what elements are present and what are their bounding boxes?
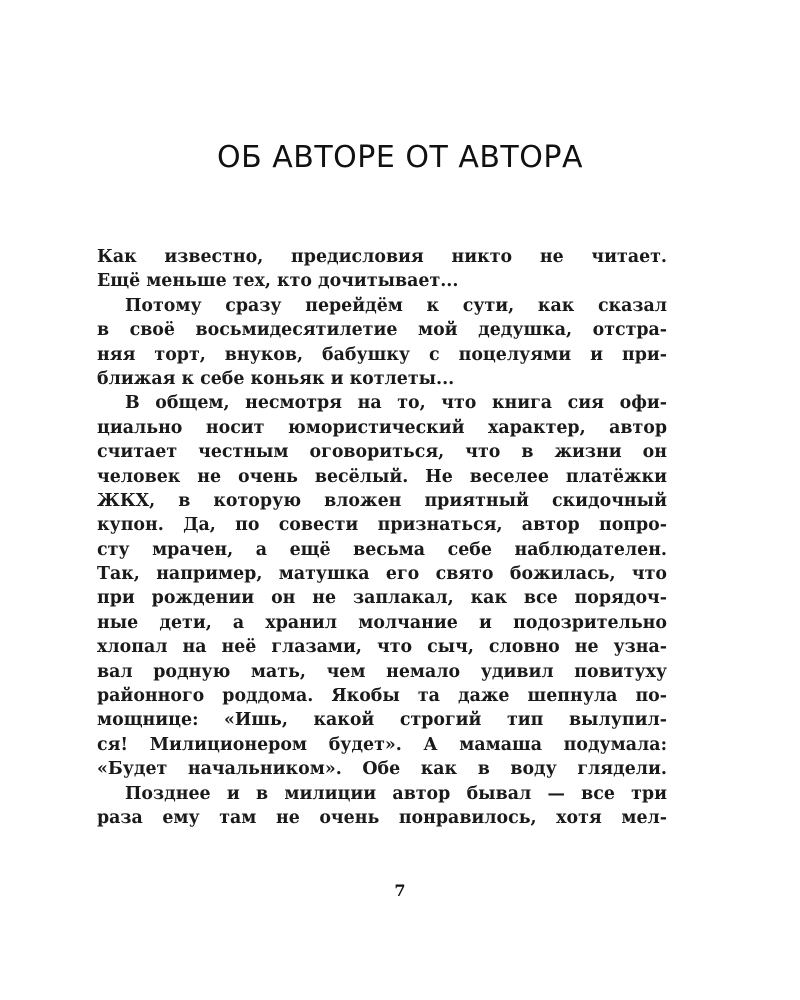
page-number: 7 <box>394 881 406 900</box>
text-line: Ещё меньше тех, кто дочитывает... <box>97 271 459 292</box>
text-line: районного роддома. Якобы та даже шепнула по- <box>97 686 667 707</box>
text-line: хлопал на неё глазами, что сыч, словно не узна- <box>97 637 667 658</box>
text-line: человек не очень весёлый. Не веселее платёжки <box>97 466 667 487</box>
text-line: ЖКХ, в которую вложен приятный скидочный <box>97 490 667 511</box>
text-line: «Будет начальником». Обе как в воду глядели. <box>97 759 667 780</box>
text-line: вал родную мать, чем немало удивил повитуху <box>97 661 667 682</box>
text-line: няя торт, внуков, бабушку с поцелуями и при- <box>97 344 667 365</box>
text-line: ближая к себе коньяк и котлеты... <box>97 368 455 389</box>
text-line: ные дети, а хранил молчание и подозрительно <box>97 612 667 633</box>
text-line: Так, например, матушка его свято божилась, что <box>97 564 667 585</box>
body-text <box>97 245 667 830</box>
text-line: ся! Милиционером будет». А мамаша подумала: <box>97 734 667 755</box>
text-line: В общем, несмотря на то, что книга сия офи- <box>125 393 667 414</box>
text-line: мощнице: «Ишь, какой строгий тип вылупил- <box>97 710 667 731</box>
text-line: купон. Да, по совести признаться, автор попро- <box>97 515 667 536</box>
text-line: Позднее и в милиции автор бывал — все три <box>125 783 667 804</box>
text-line: циально носит юмористический характер, автор <box>97 417 667 438</box>
chapter-title: ОБ АВТОРЕ ОТ АВТОРА <box>217 140 583 175</box>
text-line: считает честным оговориться, что в жизни он <box>97 442 667 463</box>
text-line: Потому сразу перейдём к сути, как сказал <box>125 295 667 316</box>
text-line: при рождении он не заплакал, как все порядоч- <box>97 588 667 609</box>
text-line: в своё восьмидесятилетие мой дедушка, отстра- <box>97 320 667 341</box>
text-line: Как известно, предисловия никто не читает. <box>97 247 667 267</box>
text-line: раза ему там не очень понравилось, хотя мел- <box>97 807 667 828</box>
text-line: сту мрачен, а ещё весьма себе наблюдателен. <box>97 539 667 560</box>
